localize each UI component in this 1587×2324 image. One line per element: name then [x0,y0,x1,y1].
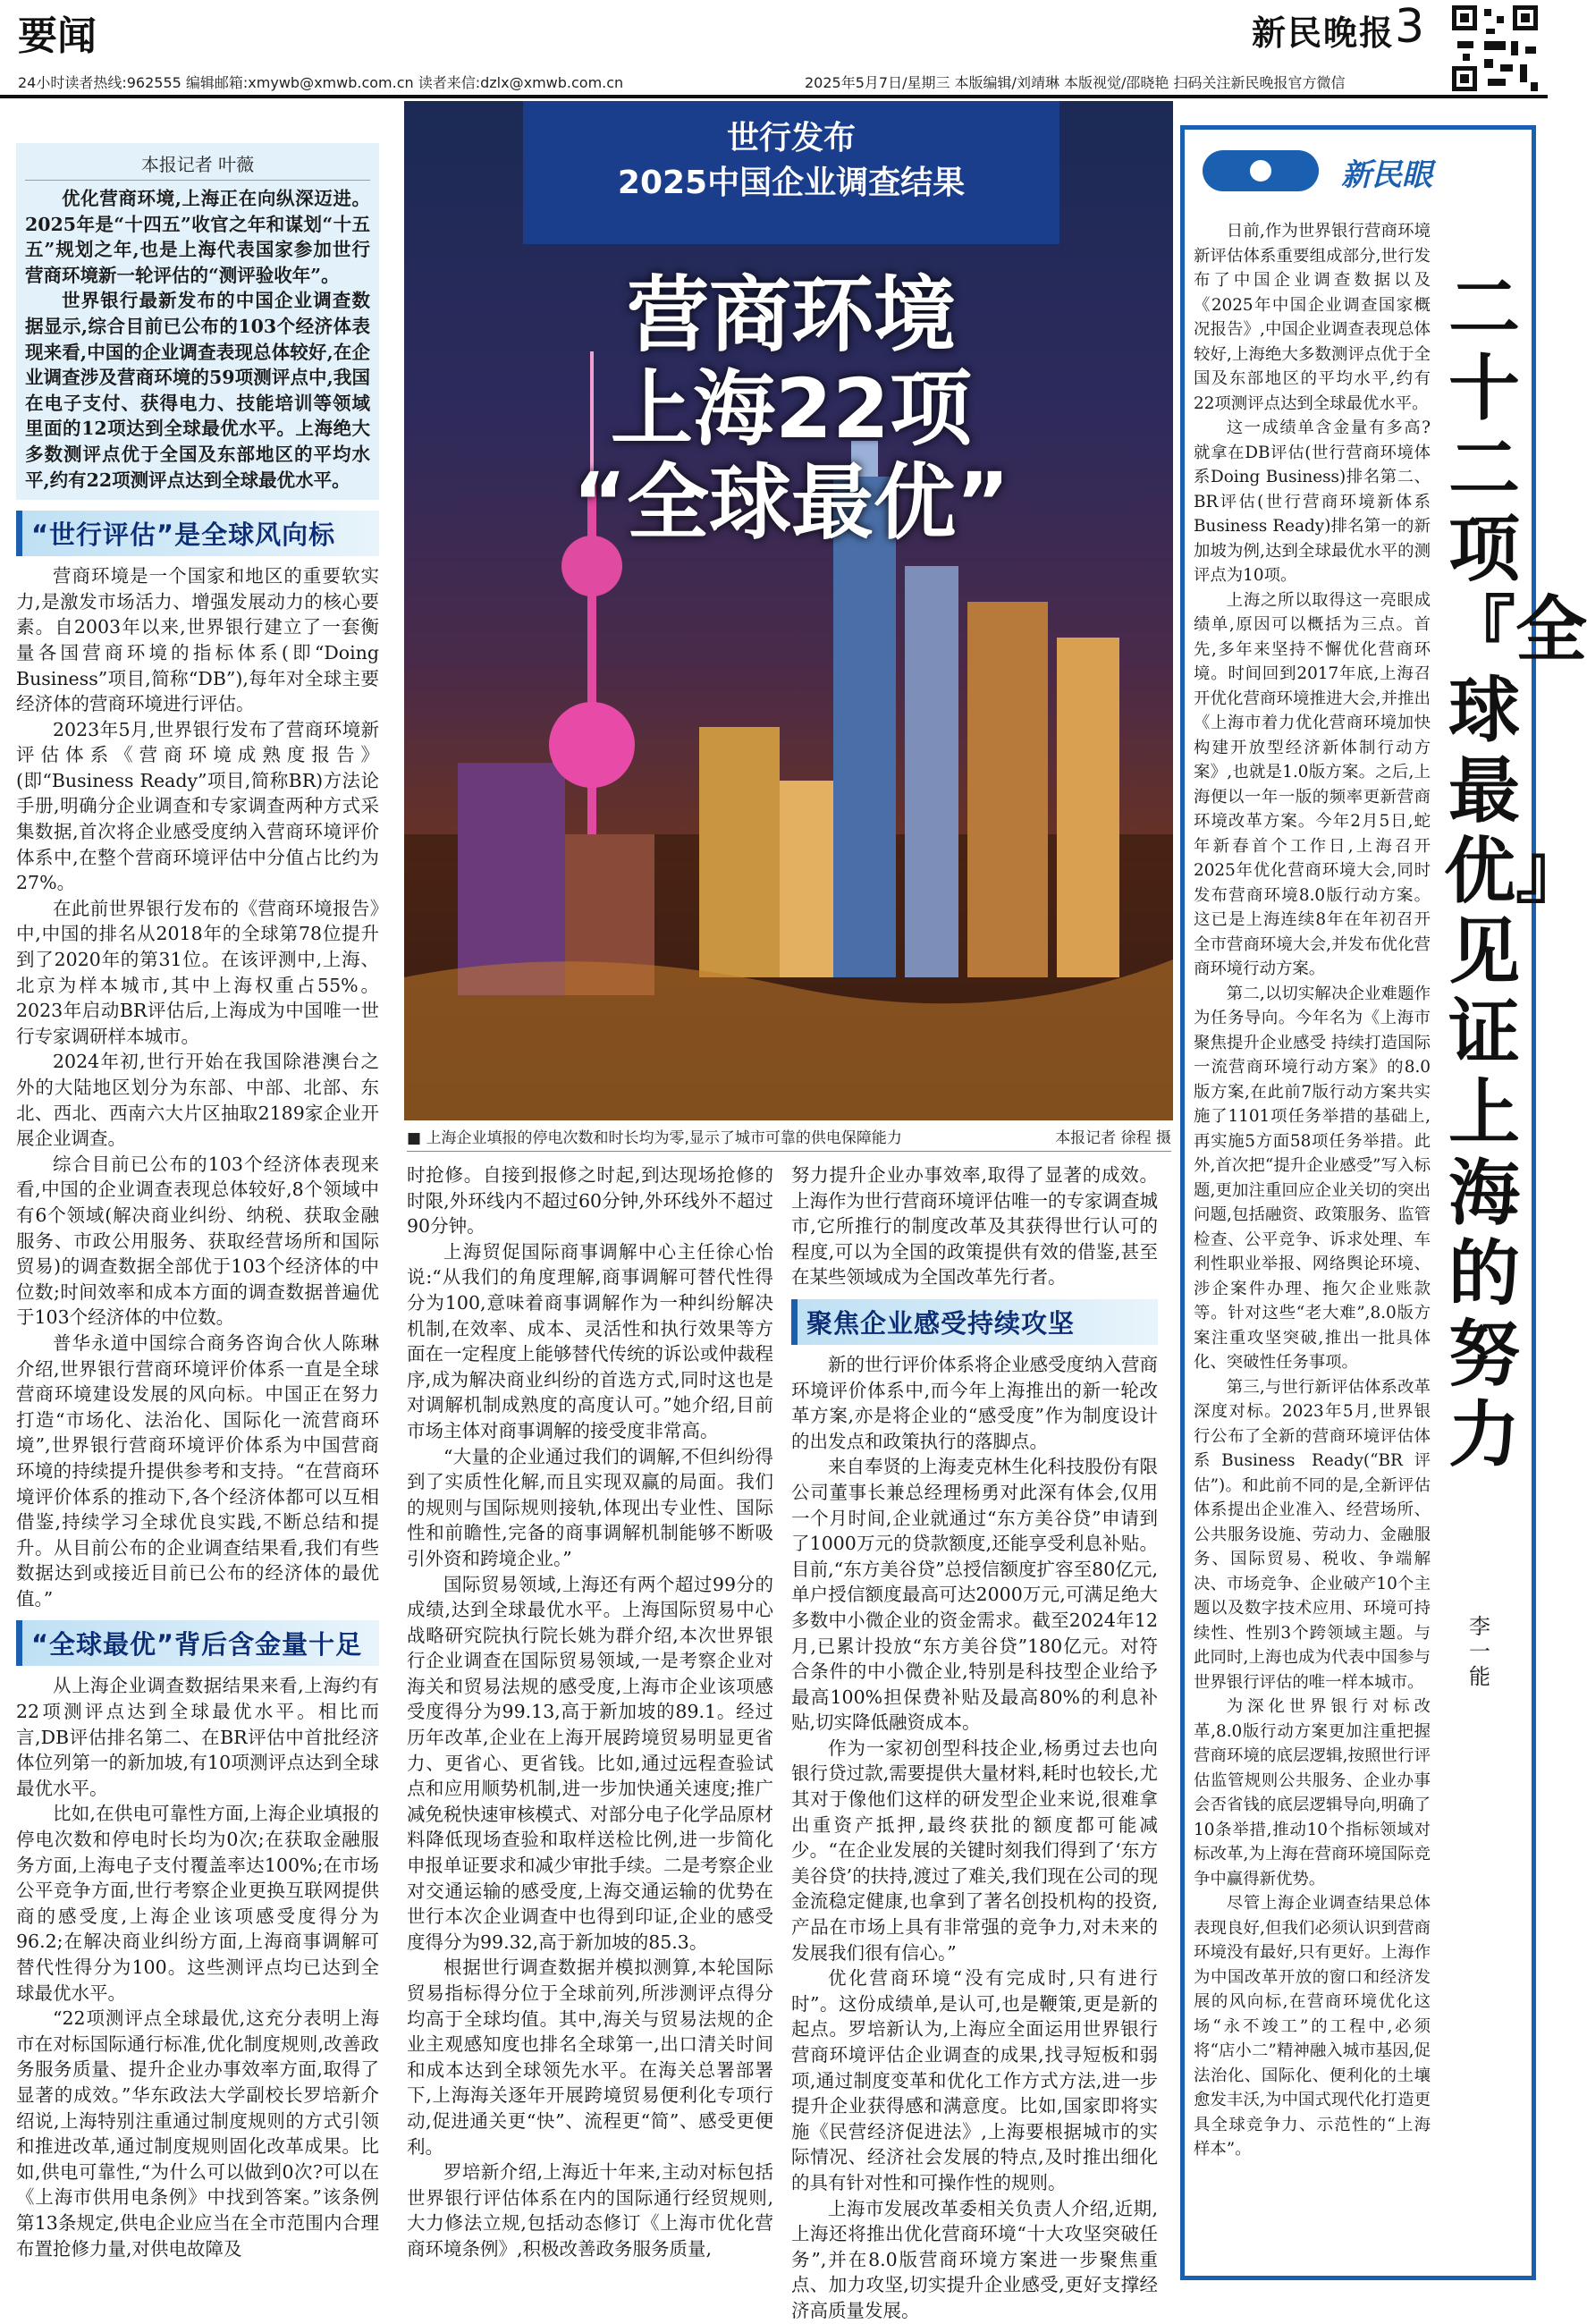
subheading: 聚焦企业感受持续攻坚 [791,1299,1158,1345]
caption-marker-icon: ■ [407,1129,426,1147]
paragraph: 时抢修。自接到报修之时起,到达现场抢修的时限,外环线内不超过60分钟,外环线外不超过90分钟。 [407,1164,773,1238]
qr-code-icon [1448,2,1541,95]
paragraph: 上海市发展改革委相关负责人介绍,近期,上海还将推出优化营商环境“十大攻坚突破任务”,并在8.0版营商环境方案进一步聚焦重点、加力攻坚,切实提升企业感受,更好支撑经济高质量发展。 [791,2197,1158,2321]
paragraph: “22项测评点全球最优,这充分表明上海市在对标国际通行标准,优化制度规则,改善政务服务质量、提升企业办事效率方面,取得了显著的成效。”华东政法大学副校长罗培新介绍说,上海特别注重通过制度规则的方式引领和推进改革,通过制度规则固化改革成果。比如,供电可靠性,“为什么可以做到0次?可以在《上海市供用电条例》中找到答案。”该条例第13条规定,供电企业应当在全市范围内合理布置抢修力量,对供电故障及 [16,2007,379,2260]
paragraph: 比如,在供电可靠性方面,上海企业填报的停电次数和停电时长均为0次;在获取金融服务方面,上海电子支付覆盖率达100%;在市场公平竞争方面,世行考察企业更换互联网提供商的感受度,上海企业该项感受度得分为96.2;在解决商业纠纷方面,上海商事调解可替代性得分为100。这些测评点均已达到全球最优水平。 [16,1803,379,2004]
section-title: 要闻 [18,13,97,59]
byline: 本报记者 叶薇 [25,150,370,181]
paragraph: 第二,以切实解决企业难题作为任务导向。今年名为《上海市聚焦提升企业感受 持续打造国际一流营商环境行动方案》的8.0版方案,在此前7版行动方案共实施了1101项任务举措的基础上,再实施5方面58项任务举措。此外,首次把“提升企业感受”写入标题,更加注重回应企业关切的突出问题,包括融资、政策服务、监管检查、公平竞争、诉求处理、车利性职业举报、网络舆论环境、涉企案件办理、拖欠企业账款等。针对这些“老大难”,8.0版方案注重攻坚突破,推出一批具体化、突破性任务事项。 [1194,984,1431,1372]
paragraph: 罗培新介绍,上海近十年来,主动对标包括世界银行评估体系在内的国际通行经贸规则,大力修法立规,包括动态修订《上海市优化营商环境条例》,积极改善政务服务质量, [407,2161,773,2260]
hero-title: 营商环境 上海22项 “全球最优” [572,267,1010,551]
paper-logo: 新民晚报 [1252,13,1396,53]
paragraph: 上海贸促国际商事调解中心主任徐心怡说:“从我们的角度理解,商事调解可替代性得分为100,意味着商事调解作为一种纠纷解决机制,在效率、成本、灵活性和执行效果等方面在一定程度上能够替代传统的诉讼或仲裁程序,成为解决商业纠纷的首选方式,同时这也是对调解机制成熟度的高度认可。”她介绍,目前市场主体对商事调解的接受度非常高。 [407,1240,773,1441]
commentary-title: 二十二项『全球最优』见证上海的努力 [1444,266,1587,1476]
caption-text: 上海企业填报的停电次数和时长均为零,显示了城市可靠的供电保障能力 [426,1129,902,1147]
info-right: 2025年5月7日/星期三 本版编辑/刘靖琳 本版视觉/邵晓艳 扫码关注新民晚报官方微信 [805,74,1346,91]
paragraph: 作为一家初创型科技企业,杨勇过去也向银行贷过款,需要提供大量材料,耗时也较长,尤其对于像他们这样的研发型企业来说,很难拿出重资产抵押,最终获批的额度都可能减少。“在企业发展的关键时刻我们得到了‘东方美谷贷’的扶持,渡过了难关,我们现在公司的现金流稳定健康,也拿到了著名创投机构的投资,产品在市场上具有非常强的竞争力,对未来的发展我们很有信心。” [791,1737,1158,1964]
paragraph: 优化营商环境“没有完成时,只有进行时”。这份成绩单,是认可,也是鞭策,更是新的起点。罗培新认为,上海应全面运用世界银行营商环境评估企业调查的成果,找寻短板和弱项,通过制度变革和优化工作方式方法,进一步提升企业获得感和满意度。比如,国家即将实施《民营经济促进法》,上海要根据城市的实际情况、经济社会发展的特点,及时推出细化的具有针对性和可操作性的规则。 [791,1967,1158,2193]
commentary-text [1194,219,1431,2162]
paragraph: 普华永道中国综合商务咨询合伙人陈琳介绍,世界银行营商环境评价体系一直是全球营商环境建设发展的风向标。中国正在努力打造“市场化、法治化、国际化一流营商环境”,世界银行营商环境评价体系为中国营商环境的持续提升提供参考和支持。“在营商环境评价体系的推动下,各个经济体都可以互相借鉴,持续学习全球优良实践,不断总结和提升。从目前公布的企业调查结果看,我们有些数据达到或接近目前已公布的经济体的最优值。” [16,1331,379,1610]
paragraph: 新的世行评价体系将企业感受度纳入营商环境评价体系中,而今年上海推出的新一轮改革方案,亦是将企业的“感受度”作为制度设计的出发点和政策执行的落脚点。 [791,1353,1158,1452]
paragraph: 根据世行调查数据并模拟测算,本轮国际贸易指标得分位于全球前列,所涉测评点得分均高于全球均值。其中,海关与贸易法规的企业主观感知度也排名全球第一,出口清关时间和成本达到全球领先水平。在海关总署部署下,上海海关逐年开展跨境贸易便利化专项行动,促进通关更“快”、流程更“简”、感受更便利。 [407,1956,773,2158]
middle-column-1 [407,1162,773,2262]
paragraph: 这一成绩单含金量有多高?就拿在DB评估(世行营商环境体系Doing Business)排名第二、BR评估(世行营商环境新体系Business Ready)排名第一的新加坡为例,达到全球最优水平的测评点为10项。 [1194,418,1431,585]
paragraph: 从上海企业调查数据结果来看,上海约有22项测评点达到全球最优水平。相比而言,DB评估排名第二、在BR评估中首批经济体位列第一的新加坡,有10项测评点达到全球最优水平。 [16,1675,379,1799]
paragraph: 上海之所以取得这一亮眼成绩单,原因可以概括为三点。首先,多年来坚持不懈优化营商环境。时间回到2017年底,上海召开优化营商环境推进大会,并推出《上海市着力优化营商环境加快构建开放型经济新体制行动方案》,也就是1.0版方案。之后,上海便以一年一版的频率更新营商环境改革方案。今年2月5日,蛇年新春首个工作日,上海召开2025年优化营商环境大会,同时发布营商环境8.0版行动方案。这已是上海连续8年在年初召开全市营商环境大会,并发布优化营商环境行动方案。 [1194,590,1431,978]
paragraph: 在此前世界银行发布的《营商环境报告》中,中国的排名从2018年的全球第78位提升到了2020年的第31位。在该评测中,上海、北京为样本城市,其中上海权重占55%。2023年启动BR评估后,上海成为中国唯一世行专家调研样本城市。 [16,897,379,1047]
photo-caption [407,1121,1171,1152]
paragraph: 努力提升企业办事效率,取得了显著的成效。上海作为世行营商环境评估唯一的专家调查城市,它所推行的制度改革及其获得世行认可的程度,可以为全国的政策提供有效的借鉴,甚至在某些领域成为全国改革先行者。 [791,1164,1158,1289]
subheading: “世行评估”是全球风向标 [16,511,379,556]
hero-photo [404,101,1173,1120]
city-skyline-illustration [404,101,1173,1120]
lead-paragraph: 优化营商环境,上海正在向纵深迈进。2025年是“十四五”收官之年和谋划“十五五”规划之年,也是上海代表国家参加世行营商环境新一轮评估的“测评验收年”。 [25,188,370,286]
hero-headline: 世行发布 2025中国企业调查结果 [617,120,966,201]
paragraph: 2024年初,世行开始在我国除港澳台之外的大陆地区划分为东部、中部、北部、东北、西北、西南六大片区抽取2189家企业开展企业调查。 [16,1051,379,1150]
paragraph: 尽管上海企业调查结果总体表现良好,但我们必须认识到营商环境没有最好,只有更好。上海作为中国改革开放的窗口和经济发展的风向标,在营商环境优化这场“永不竣工”的工程中,必须将“店小二”精神融入城市基因,促法治化、国际化、便利化的土壤愈发丰沃,为中国式现代化打造更具全球竞争力、示范性的“上海样本”。 [1194,1894,1431,2159]
paragraph: 来自奉贤的上海麦克林生化科技股份有限公司董事长兼总经理杨勇对此深有体会,仅用一个月时间,企业就通过“东方美谷贷”申请到了1000万元的贷款额度,还能享受利息补贴。目前,“东方美谷贷”总授信额度扩容至80亿元,单户授信额度最高可达2000万元,可满足绝大多数中小微企业的资金需求。截至2024年12月,已累计投放“东方美谷贷”180亿元。对符合条件的中小微企业,特别是科技型企业给予最高100%担保费补贴及最高80%的利息补贴,切实降低融资成本。 [791,1456,1158,1734]
paragraph: 国际贸易领域,上海还有两个超过99分的成绩,达到全球最优水平。上海国际贸易中心战略研究院执行院长姚为群介绍,本次世界银行企业调查在国际贸易领域,一是考察企业对海关和贸易法规的感受度,上海市企业该项感受度得分为99.13,高于新加坡的89.1。经过历年改革,企业在上海开展跨境贸易明显更省力、更省心、更省钱。比如,通过远程查验试点和应用顺势机制,进一步加快通关速度;推广减免税快速审核模式、对部分电子化学品原材料降低现场查验和取样送检比例,进一步简化申报单证要求和减少审批手续。二是考察企业对交通运输的感受度,上海交通运输的优势在世行本次企业调查中也得到印证,企业的感受度得分为99.32,高于新加坡的85.3。 [407,1573,773,1953]
commentary-author: 李一能 [1469,1614,1490,1689]
paragraph: 日前,作为世界银行营商环境新评估体系重要组成部分,世行发布了中国企业调查数据以及《2025年中国企业调查国家概况报告》,中国企业调查表现总体较好,上海绝大多数测评点优于全国及东部地区的平均水平,约有22项测评点达到全球最优水平。 [1194,222,1431,413]
lead-box [16,143,379,500]
info-left: 24小时读者热线:962555 编辑邮箱:xmywb@xmwb.com.cn 读者来信:dzlx@xmwb.com.cn [18,74,624,91]
eye-pupil-icon [1247,157,1274,184]
lead-paragraph: 世界银行最新发布的中国企业调查数据显示,综合目前已公布的103个经济体表现来看,中国的企业调查表现总体较好,在企业调查涉及营商环境的59项测评点中,我国在电子支付、获得电力、技能培训等领域里面的12项达到全球最优水平。上海绝大多数测评点优于全国及东部地区的平均水平,约有22项测评点达到全球最优水平。 [25,290,370,491]
paragraph: 综合目前已公布的103个经济体表现来看,中国的企业调查表现总体较好,8个领域中有6个领域(解决商业纠纷、纳税、获取金融服务、市政公用服务、获取经营场所和国际贸易)的调查数据全部优于103个经济体的中位数;时间效率和成本方面的调查数据普遍优于103个经济体的中位数。 [16,1153,379,1329]
paragraph: “大量的企业通过我们的调解,不但纠纷得到了实质性化解,而且实现双赢的局面。我们的规则与国际规则接轨,体现出专业性、国际性和前瞻性,完备的商事调解机制能够不断吸引外资和跨境企业。” [407,1445,773,1569]
left-column [16,143,379,2261]
middle-column-2 [791,1162,1158,2324]
info-line [18,72,1439,92]
paragraph: 第三,与世行新评估体系改革深度对标。2023年5月,世界银行公布了全新的营商环境评估体系Business Ready(“BR评估”)。和此前不同的是,全新评估体系提出企业准入、经营场所、公共服务设施、劳动力、金融服务、国际贸易、税收、争端解决、市场竞争、企业破产10个主题以及数字技术应用、环境可持续性、性别3个跨领域主题。与此同时,上海也成为代表中国参与世界银行评估的唯一样本城市。 [1194,1377,1431,1692]
header-rule [0,95,1548,98]
subheading: “全球最优”背后含金量十足 [16,1620,379,1666]
page-number: 3 [1395,0,1425,54]
paragraph: 2023年5月,世界银行发布了营商环境新评估体系《营商环境成熟度报告》(即“Business Ready”项目,简称BR)方法论手册,明确分企业调查和专家调查两种方式采集数据,首次将企业感受度纳入营商环境评价体系中,在整个营商环境评估中分值占比约为27%。 [16,718,379,894]
paragraph: 营商环境是一个国家和地区的重要软实力,是激发市场活力、增强发展动力的核心要素。自2003年以来,世界银行建立了一套衡量各国营商环境的指标体系(即“Doing Business”项目,简称“DB”),每年对全球主要经济体的营商环境进行评估。 [16,565,379,715]
paragraph: 为深化世界银行对标改革,8.0版行动方案更加注重把握营商环境的底层逻辑,按照世行评估监管规则公共服务、企业办事会否省钱的底层逻辑导向,明确了10条举措,推动10个指标领域对标改革,为上海在营商环境国际竞争中赢得新优势。 [1194,1697,1431,1889]
column-name: 新民眼 [1341,157,1432,193]
photo-credit: 本报记者 徐程 摄 [1055,1129,1171,1147]
